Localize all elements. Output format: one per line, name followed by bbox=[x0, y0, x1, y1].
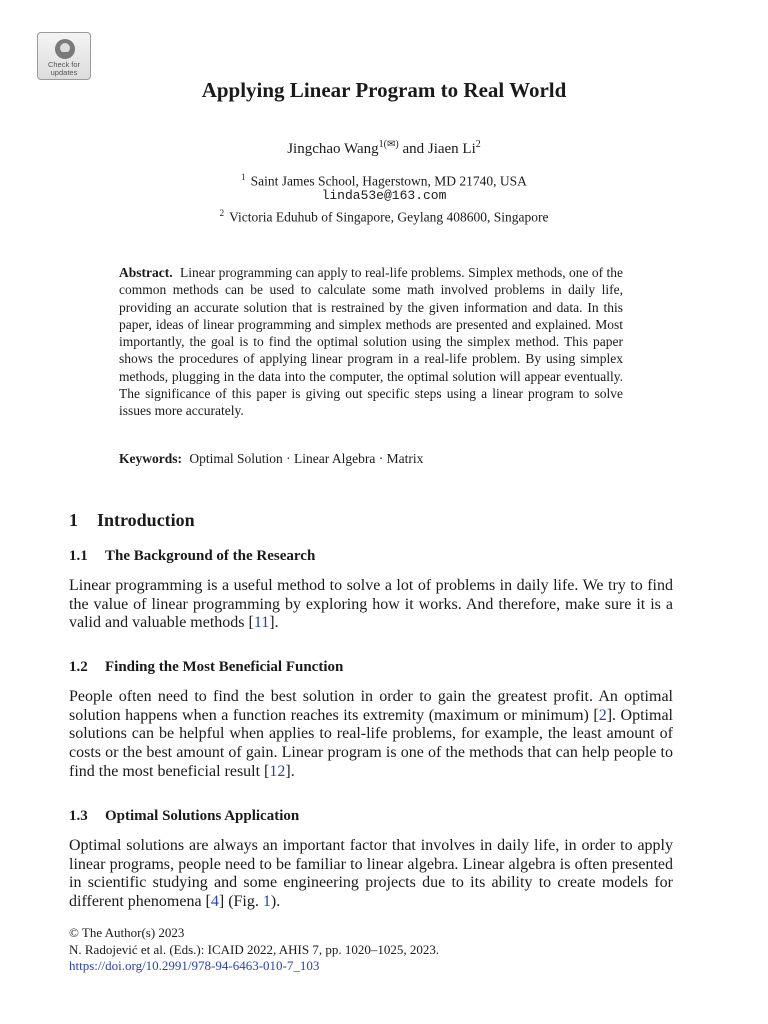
author-2: Jiaen Li bbox=[427, 141, 476, 157]
abstract-text: Linear programming can apply to real-life problems. Simplex methods, one of the common methods can be used to calculate some math involved problems in daily life, providing an accurate solution that is restrained by the given information and data. In this paper, ideas of linear programming and simplex methods are presented and explained. Most importantly, the goal is to find the optimal solution using the simplex method. This paper shows the procedures of applying linear program in a real-life problem. By using simplex methods, plugging in the data into the computer, the optimal solution will appear eventually. The significance of this paper is giving out specific steps using a linear program to solve issues more accurately. bbox=[119, 265, 623, 419]
abstract bbox=[119, 264, 623, 420]
copyright: © The Author(s) 2023 bbox=[69, 925, 185, 940]
paragraph-1-3 bbox=[69, 837, 673, 912]
check-for-updates-icon bbox=[53, 37, 77, 61]
subsection-heading-1-2 bbox=[69, 657, 343, 677]
section-heading-introduction bbox=[69, 509, 195, 531]
paragraph-1-1 bbox=[69, 577, 673, 633]
affiliation-2 bbox=[0, 205, 768, 226]
badge-text-line2: updates bbox=[50, 68, 78, 77]
paper-title: Applying Linear Program to Real World bbox=[201, 78, 567, 102]
subsection-heading-1-1 bbox=[69, 546, 315, 566]
subsection-title: Optimal Solutions Application bbox=[105, 808, 300, 824]
keywords-text: Optimal Solution · Linear Algebra · Matrix bbox=[189, 451, 424, 466]
author-conj: and bbox=[398, 141, 428, 157]
paragraph-text-end: ). bbox=[270, 893, 281, 911]
paragraph-1-2 bbox=[69, 688, 673, 782]
subsection-title: The Background of the Research bbox=[105, 548, 316, 564]
subsection-heading-1-3 bbox=[69, 806, 299, 826]
badge-text-line1: Check for bbox=[47, 60, 81, 69]
affiliation-2-text: Victoria Eduhub of Singapore, Geylang 408600, Singapore bbox=[229, 209, 549, 225]
author-1-sup: 1(✉) bbox=[378, 139, 399, 150]
subsection-number: 1.3 bbox=[69, 808, 88, 824]
paragraph-text: Linear programming is a useful method to solve a lot of problems in daily life. We try to find the value of linear programming by exploring how it works. And therefore, make sure it is a valid and valuable methods [ bbox=[69, 577, 673, 632]
affiliation-1-num: 1 bbox=[241, 172, 246, 182]
subsection-title: Finding the Most Beneficial Function bbox=[105, 659, 344, 675]
footer bbox=[69, 925, 439, 975]
author-2-sup: 2 bbox=[475, 139, 481, 150]
citation: N. Radojević et al. (Eds.): ICAID 2022, AHIS 7, pp. 1020–1025, 2023. bbox=[69, 941, 440, 957]
subsection-number: 1.1 bbox=[69, 548, 88, 564]
subsection-number: 1.2 bbox=[69, 659, 88, 675]
citation-link[interactable]: 2 bbox=[598, 706, 607, 724]
paragraph-text: ] (Fig. bbox=[218, 893, 263, 911]
author-1: Jingchao Wang bbox=[287, 141, 379, 157]
paragraph-text: ]. Optimal solutions can be helpful when applies to real-life problems, for example, the least amount of costs or the best amount of gain. Linear program is one of the methods that can help people to find the most beneficial result [ bbox=[69, 706, 673, 780]
citation-link[interactable]: 12 bbox=[269, 762, 286, 780]
affiliation-1-text: Saint James School, Hagerstown, MD 21740, USA bbox=[250, 173, 527, 189]
citation-link[interactable]: 4 bbox=[210, 893, 219, 911]
paragraph-text-end: ]. bbox=[269, 614, 279, 632]
paragraph-text: Optimal solutions are always an important factor that involves in daily life, in order to apply linear programs, people need to be familiar to linear algebra. Linear algebra is often presented in scientific studying and some engineering projects due to its ability to create models for different phenomena [ bbox=[69, 837, 673, 911]
doi-link[interactable]: https://doi.org/10.2991/978-94-6463-010-7_103 bbox=[69, 958, 320, 973]
keywords-label: Keywords: bbox=[119, 451, 182, 466]
abstract-label: Abstract. bbox=[119, 265, 173, 280]
section-number: 1 bbox=[69, 510, 78, 530]
section-title: Introduction bbox=[97, 510, 195, 530]
paragraph-text: People often need to find the best solution in order to gain the greatest profit. An optimal solution happens when a function reaches its extremity (maximum or minimum) [ bbox=[69, 688, 673, 724]
affiliation-2-num: 2 bbox=[219, 208, 225, 218]
figure-link[interactable]: 1 bbox=[262, 893, 271, 911]
author-line bbox=[0, 135, 768, 159]
check-for-updates-badge[interactable] bbox=[37, 32, 91, 80]
paragraph-text-end: ]. bbox=[285, 762, 295, 780]
citation-link[interactable]: 11 bbox=[253, 614, 270, 632]
affiliation-1-email[interactable]: linda53e@163.com bbox=[321, 188, 447, 203]
keywords bbox=[119, 450, 623, 467]
